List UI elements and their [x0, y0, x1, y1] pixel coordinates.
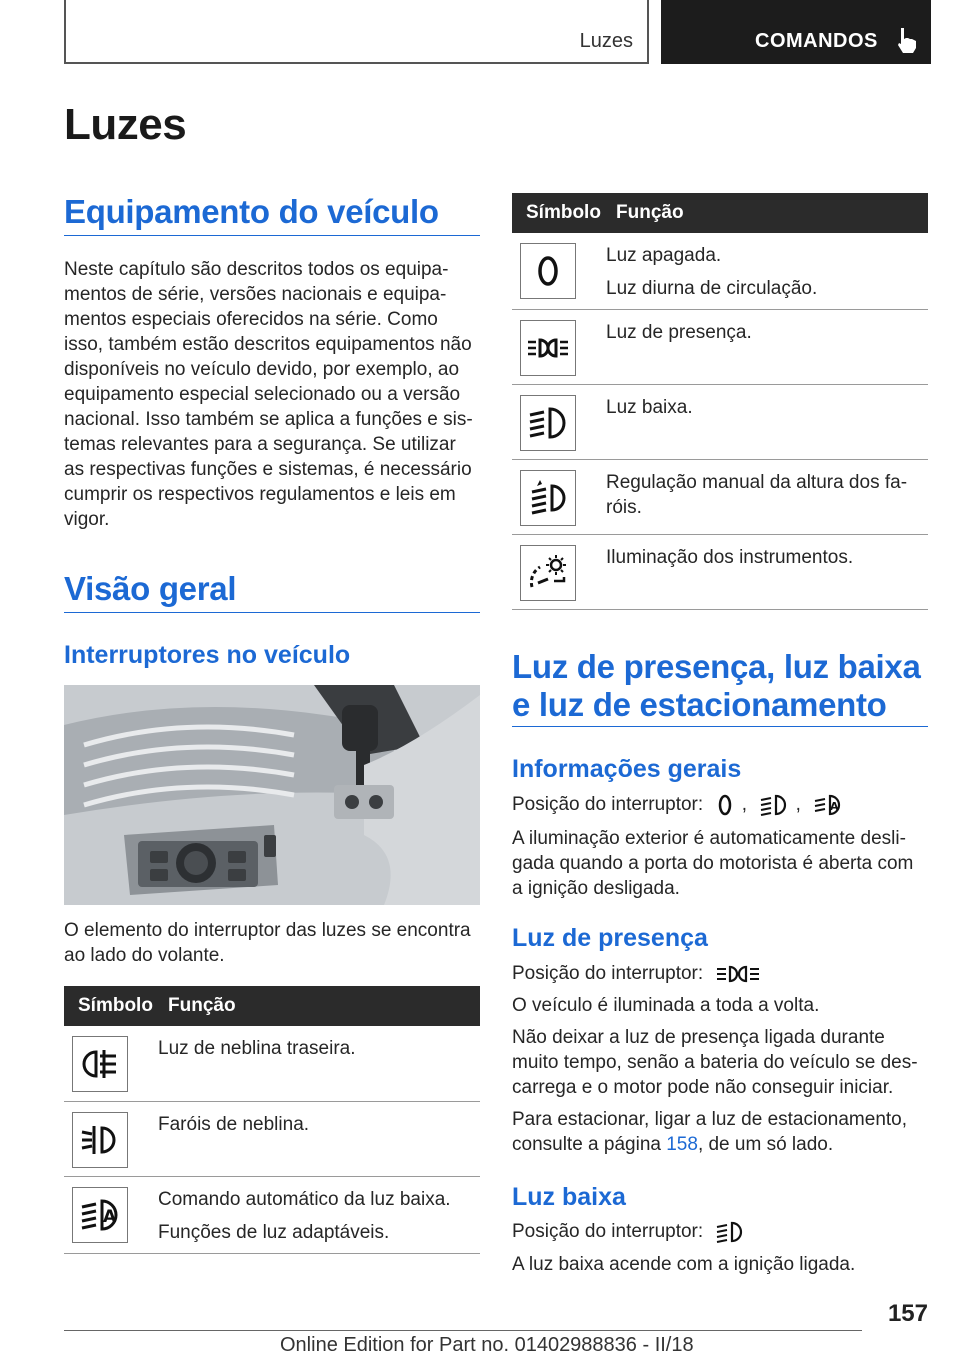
low-beam-icon: [520, 395, 576, 451]
svg-text:A: A: [103, 1206, 117, 1227]
heading-rule: [64, 612, 480, 613]
low-beam-heading: Luz baixa: [512, 1183, 626, 1211]
table-row: [512, 310, 928, 385]
function-text: Luz de presença.: [606, 322, 752, 343]
table-row: [512, 460, 928, 535]
instrument-lighting-icon: [520, 545, 576, 601]
table-row: [512, 233, 928, 310]
svg-text:A: A: [830, 799, 839, 813]
presence-text-3-after: , de um só lado.: [697, 1134, 834, 1155]
zero-position-icon: [520, 243, 576, 299]
general-info-heading: Informações gerais: [512, 755, 742, 783]
separator-comma: ,: [795, 794, 801, 815]
table-row: [64, 1026, 480, 1101]
function-text: Iluminação dos instrumentos.: [606, 547, 854, 568]
low-beam-text: A luz baixa acende com a ignição ligada.: [512, 1254, 856, 1275]
presence-light-heading: Luz de presença: [512, 924, 708, 952]
low-beam-switch-position: [512, 1219, 928, 1244]
low-beam-icon: [714, 1220, 746, 1244]
general-switch-position: [512, 792, 928, 817]
parking-heading-line1: Luz de presença, luz baixa: [512, 648, 921, 685]
function-text: Funções de luz adaptáveis.: [158, 1221, 390, 1243]
general-info-text: A iluminação exterior é automaticamente desli-gada quando a porta do motorista é aberta com a ignição desligada.: [512, 828, 914, 899]
presence-text-3-before: Para estacionar, ligar a luz de estacionamento, consulte a página: [512, 1109, 908, 1155]
switch-position-label: Posição do interruptor:: [512, 1221, 704, 1242]
parking-heading-line2: e luz de estacionamento: [512, 686, 887, 723]
function-text: Luz apagada.: [606, 245, 722, 266]
parking-heading: [512, 648, 921, 724]
table-row: [64, 1101, 480, 1176]
function-text: Regulação manual da altura dos fa-róis.: [606, 472, 908, 518]
parking-light-icon: [520, 320, 576, 376]
heading-rule: [512, 726, 928, 727]
presence-text-3: [512, 1107, 928, 1157]
heading-rule: [64, 235, 480, 236]
header-chapter-label: COMANDOS: [755, 30, 878, 52]
table-header-symbol: Símbolo: [64, 986, 158, 1026]
header-section-label: Luzes: [579, 30, 633, 52]
switch-position-label: Posição do interruptor:: [512, 963, 704, 984]
function-text: Luz baixa.: [606, 397, 693, 418]
low-beam-icon: [758, 793, 790, 817]
overview-heading: Visão geral: [64, 570, 237, 607]
symbol-table-right: [512, 193, 928, 610]
table-row: [512, 535, 928, 610]
page-number: 157: [887, 1300, 928, 1327]
front-fog-light-icon: [72, 1112, 128, 1168]
auto-low-beam-icon: [812, 793, 844, 817]
parking-light-icon: [714, 962, 762, 986]
equipment-text: Neste capítulo são descritos todos os equipa-mentos de série, versões nacionais e equipa-mentos especiais oferecidos na série. Como isso, também estão descritos equipamentos não disponíveis no veículo devido, por exemplo, ao equipamento especial selecionado ou a versão nacional. Isso também se aplica a funções e sis-temas relevantes para a segurança. Se utilizar as respectivas funções e sistemas, é necessário cumprir os respectivos regulamentos e leis em vigor.: [64, 259, 473, 530]
rear-fog-light-icon: [72, 1036, 128, 1092]
footer-rule: [64, 1330, 862, 1331]
separator-comma: ,: [741, 794, 748, 815]
table-header-function: Função: [158, 986, 480, 1026]
footer-edition: Online Edition for Part no. 01402988836 - II/18: [280, 1334, 694, 1356]
table-header-symbol: Símbolo: [512, 193, 606, 233]
light-switch-photo: [64, 685, 480, 905]
presence-switch-position: [512, 961, 928, 986]
headlight-range-icon: [520, 470, 576, 526]
symbol-table-left: [64, 986, 480, 1254]
presence-text-2: Não deixar a luz de presença ligada durante muito tempo, senão a bateria do veículo se des-carrega e o motor pode não conseguir iniciar.: [512, 1027, 918, 1098]
switch-position-label: Posição do interruptor:: [512, 794, 704, 815]
header-section-tab: [64, 0, 649, 64]
switches-subheading: Interruptores no veículo: [64, 641, 351, 669]
equipment-heading: Equipamento do veículo: [64, 193, 439, 230]
function-text: Luz de neblina traseira.: [158, 1038, 356, 1059]
header-chapter-tab: [661, 0, 931, 64]
auto-low-beam-icon: [72, 1187, 128, 1243]
switch-caption: O elemento do interruptor das luzes se encontra ao lado do volante.: [64, 920, 471, 966]
function-text: Luz diurna de circulação.: [606, 278, 818, 299]
table-header-function: Função: [606, 193, 928, 233]
zero-position-icon: [714, 793, 736, 817]
page-title: Luzes: [64, 100, 187, 149]
pointing-hand-icon: [895, 26, 919, 54]
function-text: Faróis de neblina.: [158, 1113, 310, 1135]
table-row: [64, 1176, 480, 1253]
presence-text-1: O veículo é iluminada a toda a volta.: [512, 995, 820, 1016]
function-text: Comando automático da luz baixa.: [158, 1188, 451, 1210]
page-link-158[interactable]: 158: [666, 1134, 698, 1155]
table-row: [512, 385, 928, 460]
